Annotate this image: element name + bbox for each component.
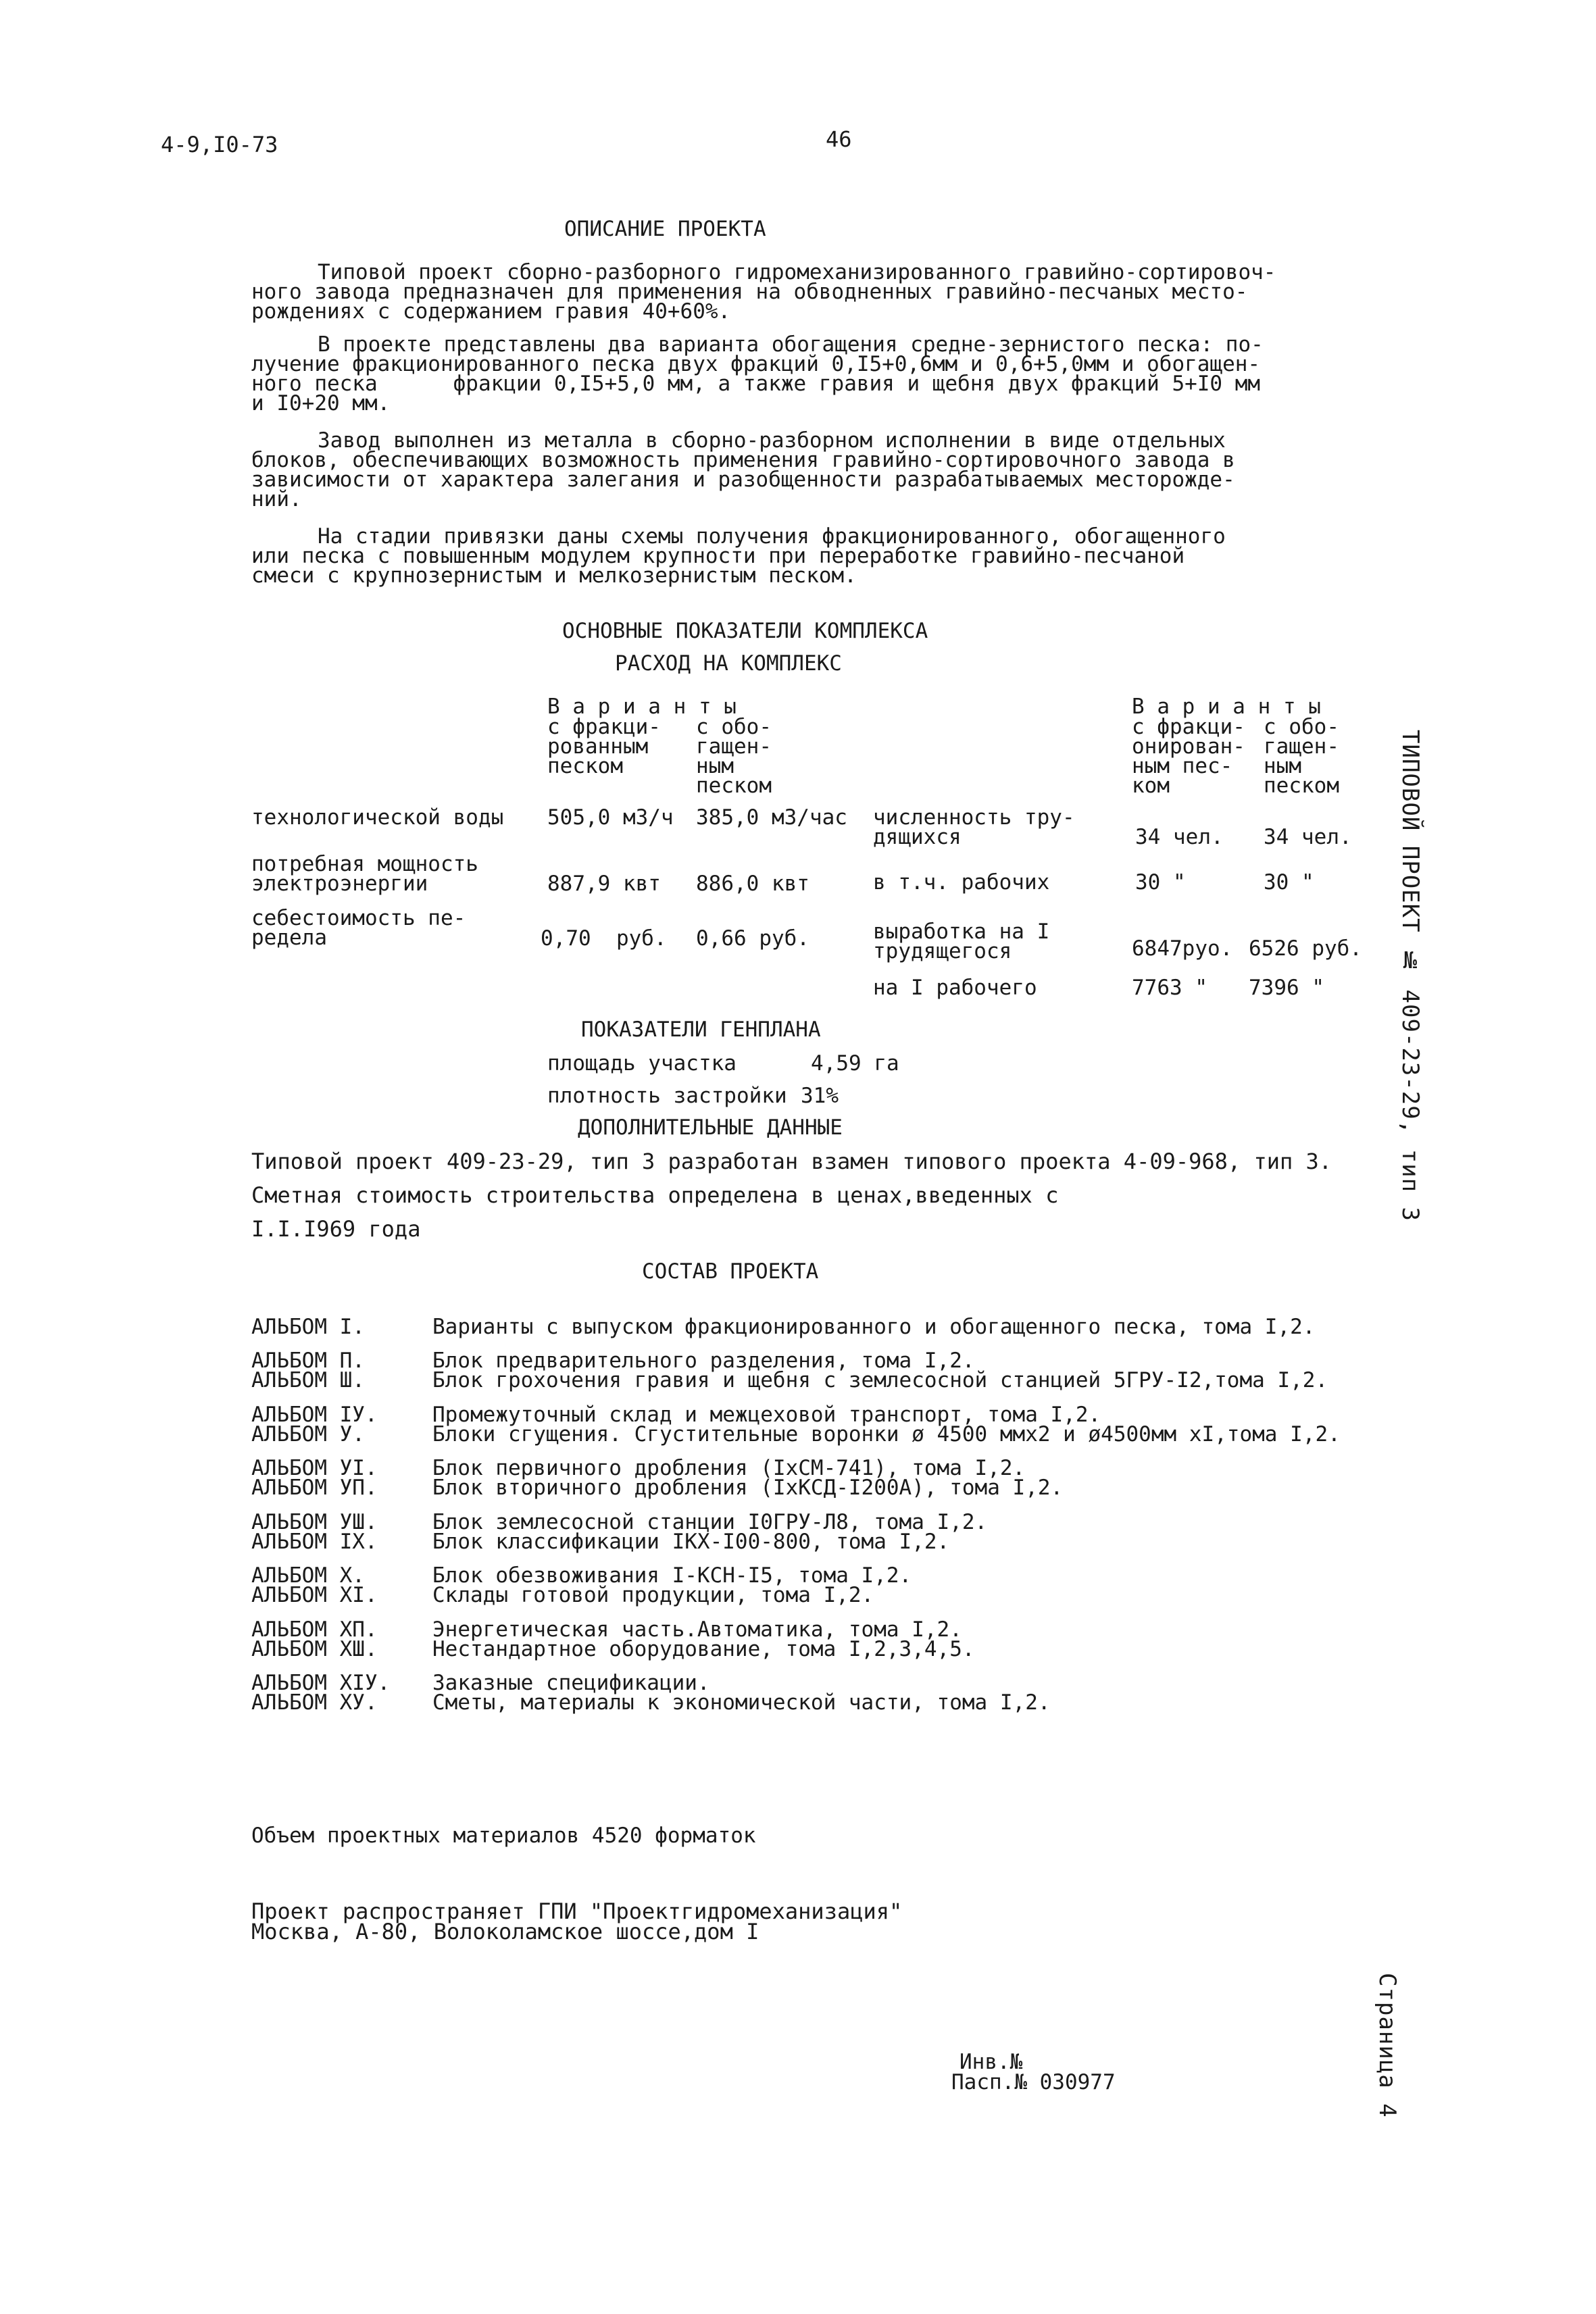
side-project-reference: ТИПОВОЙ ПРОЕКТ № 409-23-29, тип 3 xyxy=(1397,730,1424,1222)
row-value-cost-fractioned: 0,70 руб. xyxy=(541,926,667,951)
album-row: АЛЬБОМ Ш. Блок грохочения гравия и щебня с землесосной станцией 5ГРУ-I2,тома I,2. xyxy=(251,1368,1328,1392)
album-row: АЛЬБОМ ХIУ. Заказные спецификации. xyxy=(251,1671,710,1695)
column-header-enriched-left: с обо- гащен- ным песком xyxy=(696,715,772,798)
row-label-of-them-workers: в т.ч. рабочих xyxy=(873,870,1050,895)
passport-number: Пасп.№ 030977 xyxy=(951,2070,1116,2094)
distributor-line-2: Москва, А-80, Волоколамское шоссе,дом I xyxy=(251,1919,759,1944)
genplan-area-value: 4,59 га xyxy=(811,1051,899,1076)
row-value-of-them-fractioned: 30 " xyxy=(1135,870,1186,895)
document-code: 4-9,I0-73 xyxy=(161,132,278,157)
distributor-line-1: Проект распространяет ГПИ "Проектгидромеханизация" xyxy=(251,1898,903,1924)
indicators-subtitle: РАСХОД НА КОМПЛЕКС xyxy=(615,651,842,676)
variants-header-right: В а р и а н т ы xyxy=(1132,695,1321,719)
row-value-output-worker-enriched: 7396 " xyxy=(1249,976,1324,1000)
row-label-workers: численность тру- дящихся xyxy=(873,805,1075,849)
additional-line-2: Сметная стоимость строительства определена в ценах,введенных с xyxy=(251,1182,1059,1208)
album-row: АЛЬБОМ IХ. Блок классификации IКХ-I00-800, тома I,2. xyxy=(251,1530,950,1554)
album-row: АЛЬБОМ ХП. Энергетическая часть.Автоматика, тома I,2. xyxy=(251,1617,962,1642)
row-value-workers-fractioned: 34 чел. xyxy=(1135,825,1224,849)
album-row: АЛЬБОМ УI. Блок первичного дробления (IхСМ-741), тома I,2. xyxy=(251,1456,1026,1480)
genplan-title: ПОКАЗАТЕЛИ ГЕНПЛАНА xyxy=(581,1017,821,1042)
album-row: АЛЬБОМ Х. Блок обезвоживания I-КСН-I5, тома I,2. xyxy=(251,1563,912,1588)
row-value-output-employee-enriched: 6526 руб. xyxy=(1249,936,1362,961)
description-paragraph-2: В проекте представлены два варианта обогащения средне-зернистого песка: по- лучение фракционированного песка двух фракций 0,I5+0,6мм и 0,6+5,0мм и обогащен- ного песка фракции 0,I5+5,0 мм, а также гравия и щебня двух фракций 5+I0 мм и I0+20 мм. xyxy=(251,332,1264,416)
album-row: АЛЬБОМ IУ. Промежуточный склад и межцеховой транспорт, тома I,2. xyxy=(251,1403,1101,1427)
inventory-number: Инв.№ xyxy=(959,2050,1023,2074)
row-value-power-fractioned: 887,9 квт xyxy=(547,872,661,896)
additional-title: ДОПОЛНИТЕЛЬНЫЕ ДАННЫЕ xyxy=(578,1115,843,1140)
row-label-cost: себестоимость пе- редела xyxy=(251,906,466,950)
row-label-water: технологической воды xyxy=(251,805,504,830)
column-header-fractioned-left: с фракци- рованным песком xyxy=(547,715,661,778)
album-row: АЛЬБОМ УП. Блок вторичного дробления (IхКСД-I200А), тома I,2. xyxy=(251,1476,1064,1500)
album-row: АЛЬБОМ ХI. Склады готовой продукции, тома I,2. xyxy=(251,1583,874,1607)
side-page-reference: Страница 4 xyxy=(1374,1973,1401,2118)
genplan-area-label: площадь участка xyxy=(547,1051,737,1076)
row-value-water-fractioned: 505,0 м3/ч xyxy=(547,805,674,830)
row-value-output-employee-fractioned: 6847руо. xyxy=(1132,936,1233,961)
description-paragraph-4: На стадии привязки даны схемы получения фракционированного, обогащенного или песка с повышенным модулем крупности при переработке гравийно-песчаной смеси с крупнозернистым и мелкозернистым песком. xyxy=(251,524,1226,588)
row-value-power-enriched: 886,0 квт xyxy=(696,872,809,896)
variants-header-left: В а р и а н т ы xyxy=(547,695,737,719)
additional-line-3: I.I.I969 года xyxy=(251,1216,421,1242)
album-row: АЛЬБОМ ХШ. Нестандартное оборудование, тома I,2,3,4,5. xyxy=(251,1637,975,1661)
row-label-output-per-worker: на I рабочего xyxy=(873,976,1037,1000)
album-row: АЛЬБОМ У. Блоки сгущения. Сгустительные воронки ø 4500 ммх2 и ø4500мм хI,тома I,2. xyxy=(251,1422,1341,1447)
description-paragraph-3: Завод выполнен из металла в сборно-разборном исполнении в виде отдельных блоков, обеспечивающих возможность применения гравийно-сортировочного завода в зависимости от характера залегания и разобщенности разрабатываемых месторожде- ний. xyxy=(251,428,1235,511)
row-value-workers-enriched: 34 чел. xyxy=(1264,825,1352,849)
row-value-water-enriched: 385,0 м3/час xyxy=(696,805,847,830)
column-header-fractioned-right: с фракци- онирован- ным пес- ком xyxy=(1132,715,1245,798)
row-label-power: потребная мощность электроэнергии xyxy=(251,852,478,896)
description-title: ОПИСАНИЕ ПРОЕКТА xyxy=(564,217,766,241)
composition-title: СОСТАВ ПРОЕКТА xyxy=(642,1259,819,1284)
materials-volume: Объем проектных материалов 4520 форматок xyxy=(251,1823,756,1848)
description-paragraph-1: Типовой проект сборно-разборного гидромеханизированного гравийно-сортировоч- ного завода предназначен для применения на обводненных гравийно-песчаных место- рождениях с содержанием гравия 40+60%. xyxy=(251,260,1276,324)
album-row: АЛЬБОМ ХУ. Сметы, материалы к экономической части, тома I,2. xyxy=(251,1690,1051,1715)
album-row: АЛЬБОМ I. Варианты с выпуском фракционированного и обогащенного песка, тома I,2. xyxy=(251,1315,1316,1339)
row-value-of-them-enriched: 30 " xyxy=(1264,870,1314,895)
row-label-output-per-employee: выработка на I трудящегося xyxy=(873,920,1050,963)
album-row: АЛЬБОМ УШ. Блок землесосной станции I0ГРУ-Л8, тома I,2. xyxy=(251,1510,988,1534)
page-number: 46 xyxy=(826,126,852,152)
indicators-title: ОСНОВНЫЕ ПОКАЗАТЕЛИ КОМПЛЕКСА xyxy=(562,619,928,643)
genplan-density-value: 31% xyxy=(801,1084,839,1108)
row-value-output-worker-fractioned: 7763 " xyxy=(1132,976,1207,1000)
additional-line-1: Типовой проект 409-23-29, тип 3 разработан взамен типового проекта 4-09-968, тип 3. xyxy=(251,1149,1332,1174)
row-value-cost-enriched: 0,66 руб. xyxy=(696,926,809,951)
album-row: АЛЬБОМ П. Блок предварительного разделения, тома I,2. xyxy=(251,1349,975,1373)
column-header-enriched-right: с обо- гащен- ным песком xyxy=(1264,715,1339,798)
genplan-density-label: плотность застройки xyxy=(547,1084,787,1108)
